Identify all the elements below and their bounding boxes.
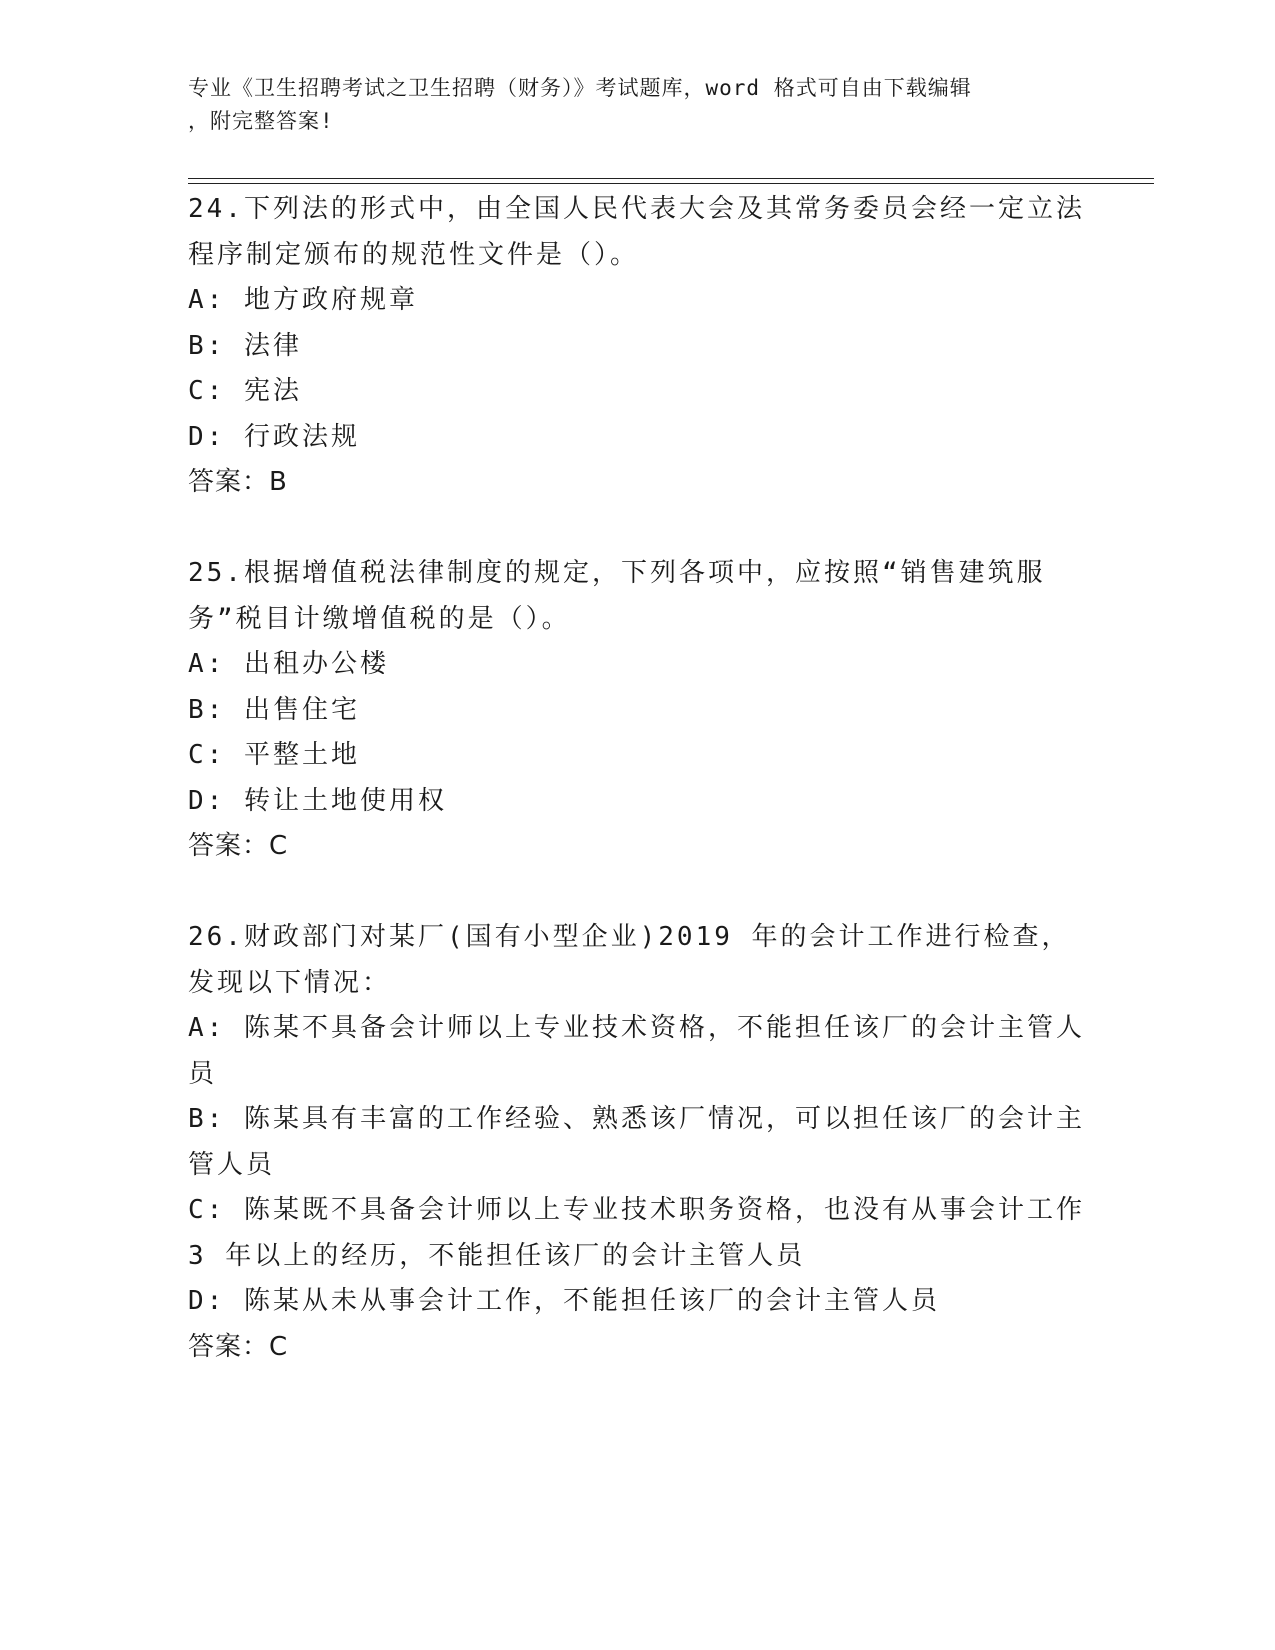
option-b: B: 陈某具有丰富的工作经验、熟悉该厂情况，可以担任该厂的会计主管人员 [188, 1104, 1085, 1180]
question-26 [188, 915, 1088, 1370]
document-header [188, 72, 1088, 138]
option-c: C: 平整土地 [188, 740, 360, 770]
option-a: A: 地方政府规章 [188, 285, 418, 315]
option-c: C: 宪法 [188, 376, 302, 406]
question-stem: 24.下列法的形式中，由全国人民代表大会及其常务委员会经一定立法程序制定颁布的规范性文件是（）。 [188, 194, 1085, 270]
option-d: D: 陈某从未从事会计工作，不能担任该厂的会计主管人员 [188, 1286, 940, 1316]
question-24 [188, 187, 1088, 506]
option-b: B: 出售住宅 [188, 694, 360, 725]
header-line-2: ，附完整答案! [188, 109, 334, 133]
header-divider-top [188, 178, 1154, 179]
answer-line: 答案：C [188, 1331, 289, 1362]
option-b: B: 法律 [188, 330, 302, 361]
header-divider-bottom [188, 183, 1154, 184]
header-line-1: 专业《卫生招聘考试之卫生招聘（财务）》考试题库，word 格式可自由下载编辑 [188, 76, 972, 100]
answer-line: 答案：B [188, 467, 288, 497]
option-d: D: 行政法规 [188, 421, 360, 452]
answer-line: 答案：C [188, 831, 289, 861]
option-a: A: 陈某不具备会计师以上专业技术资格，不能担任该厂的会计主管人员 [188, 1013, 1085, 1089]
question-25 [188, 551, 1088, 870]
option-d: D: 转让土地使用权 [188, 785, 447, 816]
option-a: A: 出租办公楼 [188, 649, 389, 679]
question-stem: 25.根据增值税法律制度的规定，下列各项中，应按照“销售建筑服务”税目计缴增值税的是（）。 [188, 558, 1046, 634]
question-stem: 26.财政部门对某厂(国有小型企业)2019 年的会计工作进行检查，发现以下情况： [188, 922, 1071, 998]
option-c: C: 陈某既不具备会计师以上专业技术职务资格，也没有从事会计工作 3 年以上的经历，不能担任该厂的会计主管人员 [188, 1195, 1085, 1271]
